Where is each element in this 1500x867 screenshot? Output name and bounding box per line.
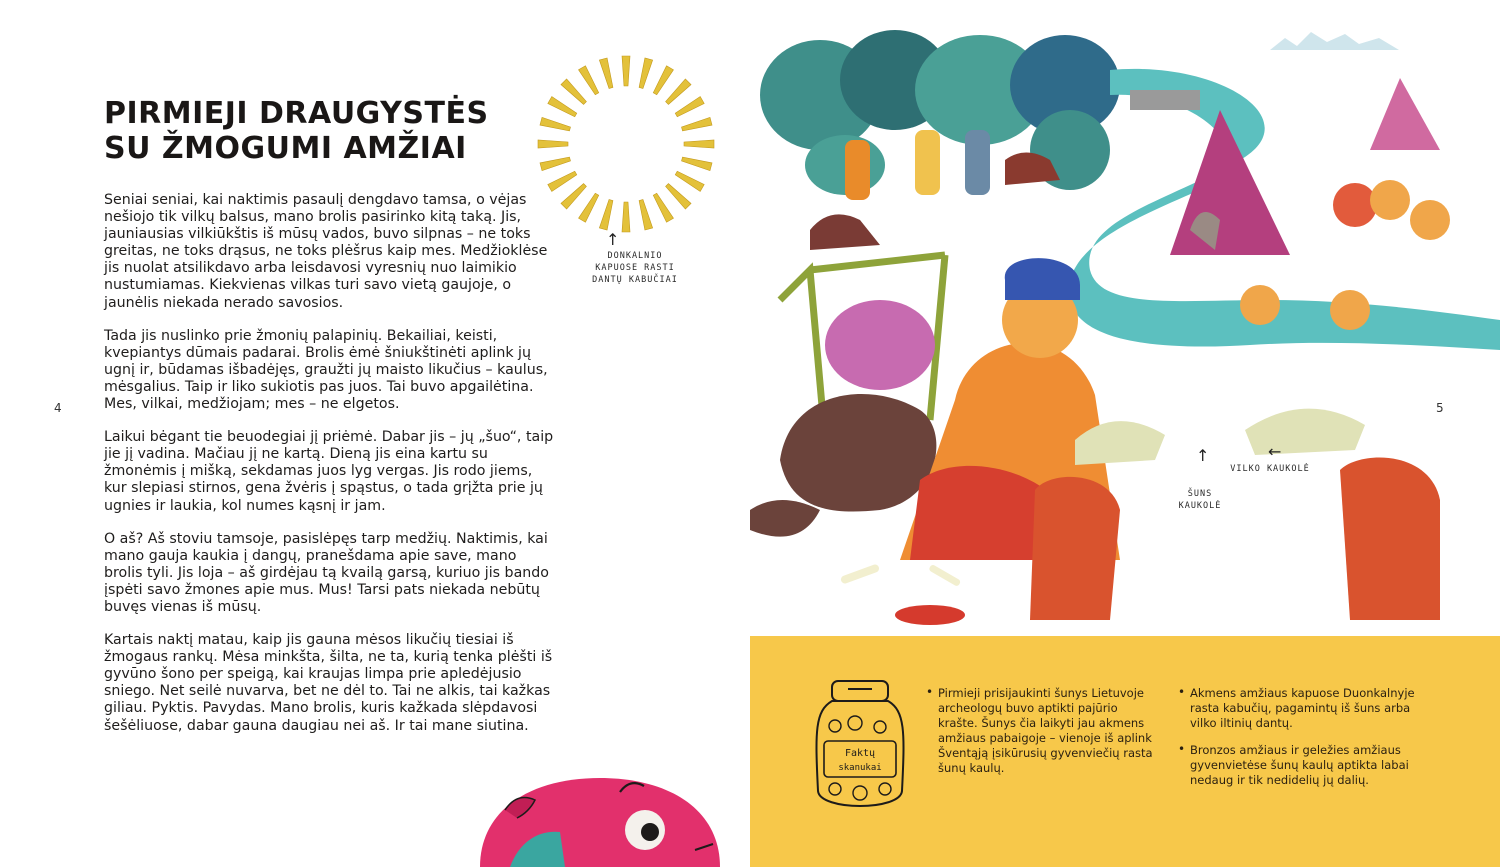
tooth-pendant xyxy=(548,170,578,192)
tooth-pendant xyxy=(561,182,588,209)
dog-skull-label: ŠUNS KAUKOLĖ xyxy=(1178,489,1222,511)
tooth-pendant xyxy=(538,140,568,148)
paragraph: Tada jis nuslinko prie žmonių palapinių. Bekailiai, keisti, kvepiantys dūmais padarai. Brolis ėmė šniukštinėti aplink jų ugnį ir, būdamas išbadėjęs, graužti jų maisto likučius – kaulus, mėsgalius. Taip ir liko sukiotis pas juos. Tai buvo apgailėtina. Mes, vilkai, medžiojam; mes – ne elgetos. xyxy=(104,327,548,413)
tooth-pendant xyxy=(599,58,614,89)
tooth-pendant xyxy=(622,56,630,86)
paragraph: O aš? Aš stoviu tamsoje, pasislėpęs tarp medžių. Naktimis, kai mano gauja kaukia į dangų, pranešdama apie save, mano brolis tyli. Jis loja – aš girdėjau tą kvailą garsą, kuriuo jis bando įspėti savo žmones apie mus. Mus! Tarsi pats niekada nebūtų buvęs vienas iš mūsų. xyxy=(104,530,549,615)
tooth-pendant xyxy=(540,117,571,132)
fact-item: • Bronzos amžiaus ir geležies amžiaus gyvenvietėse šunų kaulų aptikta labai nedaug ir tik nedidelių jų dalių. xyxy=(1180,743,1420,788)
pink-creature-illustration xyxy=(470,770,730,867)
tooth-pendant xyxy=(548,97,578,119)
arrow-left-icon: ← xyxy=(1268,442,1282,461)
title-line-1: PIRMIEJI DRAUGYSTĖS xyxy=(104,96,489,131)
tooth-pendant xyxy=(664,79,691,106)
title-line-2: SU ŽMOGUMI AMŽIAI xyxy=(104,131,467,166)
tooth-pendant xyxy=(652,66,674,96)
facts-column-2 xyxy=(1180,686,1420,800)
tooth-pendant xyxy=(579,66,601,96)
tooth-pendant xyxy=(684,140,714,148)
story-text xyxy=(104,192,556,751)
facts-column-1 xyxy=(928,686,1156,788)
arrow-up-icon: ↑ xyxy=(606,230,620,249)
tooth-pendant xyxy=(637,58,652,89)
tooth-pendant xyxy=(674,170,704,192)
page-number-right: 5 xyxy=(1436,401,1444,415)
fact-panel xyxy=(750,636,1500,867)
fact-item: • Pirmieji prisijaukinti šunys Lietuvoje archeologų buvo aptikti pajūrio krašte. Šunys čia laikyti jau akmens amžiaus pabaigoje – vienoje iš aplink Šventąją įsikūrusių gyvenviečių rasta šunų kaulų. xyxy=(928,686,1156,776)
jar-label-line-1: Faktų xyxy=(844,748,876,759)
tooth-pendant xyxy=(681,117,712,132)
fact-item: • Akmens amžiaus kapuose Duonkalnyje rasta kabučių, pagamintų iš šuns arba vilko iltinių dantų. xyxy=(1180,686,1420,731)
tooth-pendant-sun-illustration xyxy=(526,44,726,244)
right-page xyxy=(750,0,1500,867)
tooth-pendant xyxy=(579,192,601,222)
tooth-pendant xyxy=(652,192,674,222)
tooth-pendant xyxy=(664,182,691,209)
jar-label-line-2: skanukai xyxy=(838,763,882,773)
wolf-skull-label: VILKO KAUKOLĖ xyxy=(1230,464,1310,474)
tooth-pendant xyxy=(637,199,652,230)
prehistoric-camp-illustration xyxy=(750,0,1500,640)
page-title xyxy=(104,96,489,166)
tooth-pendant xyxy=(681,155,712,170)
paragraph: Kartais naktį matau, kaip jis gauna mėsos likučių tiesiai iš žmogaus rankų. Mėsa minkšta, šilta, ne ta, kurią tenka plėšti iš gyvūno šono per speigą, kai kraujas limpa prie apledėjusio sniego. Net seilė nuvarva, bet ne dėl to. Tai ne alkis, tai kažkas giliau. Pyktis. Pavydas. Mano brolis, kuris kažkada slėpdavosi šešėliuose, dabar gauna daugiau nei aš. Ir tai mane siutina. xyxy=(104,632,553,734)
tooth-pendant xyxy=(674,97,704,119)
fact-jar-icon xyxy=(810,671,910,821)
sun-handwritten-note: DONKALNIO KAPUOSE RASTI DANTŲ KABUČIAI xyxy=(592,251,678,285)
tooth-pendant xyxy=(561,79,588,106)
tooth-pendant xyxy=(622,202,630,232)
tooth-pendant xyxy=(540,155,571,170)
paragraph: Laikui bėgant tie beuodegiai jį priėmė. Dabar jis – jų „šuo“, taip jie jį vadina. Mačiau jį ne kartą. Dieną jis eina kartu su žmonėmis į mišką, sekdamas juos lyg vergas. Jis rodo jiems, kur slepiasi stirnos, gena žvėris į spąstus, o tada grįžta prie jų ugnies ir laukia, kol numes kąsnį ir jam. xyxy=(104,429,554,514)
page-number-left: 4 xyxy=(54,401,62,415)
arrow-up-icon: ↑ xyxy=(1196,446,1210,465)
tooth-pendant xyxy=(599,199,614,230)
paragraph: Seniai seniai, kai naktimis pasaulį dengdavo tamsa, o vėjas nešiojo tik vilkų balsus, mano brolis pasirinko kitą taką. Jis, jauniausias vilkiūkštis iš mūsų vados, buvo silpnas – ne toks greitas, ne toks drąsus, ne toks plėšrus kaip mes. Medžioklėse jis nuolat atsilikdavo arba leisdavosi vyresnių nuo laimikio nustumiamas. Kiekvienas vilkas turi savo vietą gaujoje, o jaunėlis niekada nerado savosios. xyxy=(104,192,548,311)
